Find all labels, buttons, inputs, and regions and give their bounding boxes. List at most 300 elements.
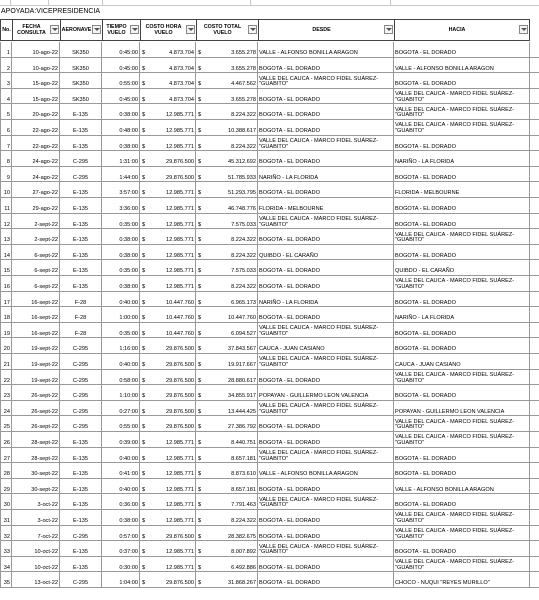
cell-tiempo[interactable]: [102, 354, 140, 370]
cell-no[interactable]: [0, 370, 12, 386]
cell-no[interactable]: [0, 323, 12, 339]
cell-fecha[interactable]: [12, 104, 60, 120]
cell-fecha[interactable]: [12, 416, 60, 432]
cell-hacia[interactable]: [394, 541, 530, 557]
cell-hacia[interactable]: [394, 479, 530, 495]
filter-dropdown-icon[interactable]: [384, 25, 393, 34]
cell-hacia[interactable]: [394, 245, 530, 261]
cell-costo-total[interactable]: [196, 198, 258, 214]
cell-desde[interactable]: [258, 463, 394, 479]
cell-no[interactable]: [0, 58, 12, 74]
cell-tiempo[interactable]: [102, 432, 140, 448]
cell-aeronave[interactable]: [60, 338, 102, 354]
cell-aeronave[interactable]: [60, 307, 102, 323]
cell-tiempo[interactable]: [102, 338, 140, 354]
cell-costo-hora[interactable]: [140, 401, 196, 417]
cell-tiempo[interactable]: [102, 526, 140, 542]
cell-costo-hora[interactable]: [140, 338, 196, 354]
cell-desde[interactable]: [258, 292, 394, 308]
cell-fecha[interactable]: [12, 354, 60, 370]
cell-aeronave[interactable]: [60, 510, 102, 526]
cell-fecha[interactable]: [12, 572, 60, 588]
cell-desde[interactable]: [258, 42, 394, 58]
cell-desde[interactable]: [258, 73, 394, 89]
cell-value: 5: [6, 112, 10, 119]
cell-hacia[interactable]: [394, 292, 530, 308]
cell-hacia[interactable]: [394, 167, 530, 183]
cell-costo-total[interactable]: [196, 245, 258, 261]
cell-tiempo[interactable]: [102, 58, 140, 74]
cell-no[interactable]: [0, 42, 12, 58]
cell-aeronave[interactable]: [60, 494, 102, 510]
cell-hacia[interactable]: [394, 198, 530, 214]
cell-desde[interactable]: [258, 572, 394, 588]
cell-desde[interactable]: [258, 198, 394, 214]
cell-costo-hora[interactable]: [140, 385, 196, 401]
cell-costo-total[interactable]: [196, 292, 258, 308]
cell-desde[interactable]: [258, 479, 394, 495]
cell-desde[interactable]: [258, 432, 394, 448]
filter-dropdown-icon[interactable]: [92, 25, 101, 34]
cell-tiempo[interactable]: [102, 42, 140, 58]
cell-no[interactable]: [0, 557, 12, 573]
cell-aeronave[interactable]: [60, 416, 102, 432]
cell-costo-hora[interactable]: [140, 448, 196, 464]
cell-desde[interactable]: [258, 385, 394, 401]
cell-hacia[interactable]: [394, 416, 530, 432]
cell-tiempo[interactable]: [102, 463, 140, 479]
cell-fecha[interactable]: [12, 526, 60, 542]
cell-no[interactable]: [0, 354, 12, 370]
cell-no[interactable]: [0, 448, 12, 464]
cell-fecha[interactable]: [12, 120, 60, 136]
cell-tiempo[interactable]: [102, 214, 140, 230]
cell-costo-hora[interactable]: [140, 370, 196, 386]
cell-aeronave[interactable]: [60, 432, 102, 448]
cell-fecha[interactable]: [12, 385, 60, 401]
cell-costo-hora[interactable]: [140, 292, 196, 308]
cell-tiempo[interactable]: [102, 104, 140, 120]
cell-fecha[interactable]: [12, 198, 60, 214]
cell-tiempo[interactable]: [102, 245, 140, 261]
cell-aeronave[interactable]: [60, 323, 102, 339]
cell-hacia[interactable]: [394, 182, 530, 198]
cell-hacia[interactable]: [394, 136, 530, 152]
cell-costo-total[interactable]: [196, 354, 258, 370]
cell-aeronave[interactable]: [60, 120, 102, 136]
cell-value: 14: [3, 252, 10, 259]
filter-dropdown-icon[interactable]: [519, 25, 528, 34]
cell-desde[interactable]: [258, 448, 394, 464]
cell-fecha[interactable]: [12, 42, 60, 58]
cell-desde[interactable]: [258, 58, 394, 74]
cell-tiempo[interactable]: [102, 198, 140, 214]
cell-hacia[interactable]: [394, 323, 530, 339]
table-row: [0, 541, 539, 557]
cell-costo-hora[interactable]: [140, 479, 196, 495]
cell-no[interactable]: [0, 167, 12, 183]
cell-tiempo[interactable]: [102, 89, 140, 105]
table-row: [0, 572, 539, 588]
cell-costo-hora[interactable]: [140, 526, 196, 542]
cell-costo-hora[interactable]: [140, 104, 196, 120]
cell-hacia[interactable]: [394, 276, 530, 292]
filter-dropdown-icon[interactable]: [50, 25, 59, 34]
cell-desde[interactable]: [258, 245, 394, 261]
cell-costo-total[interactable]: [196, 151, 258, 167]
cell-no[interactable]: [0, 276, 12, 292]
cell-tiempo[interactable]: [102, 167, 140, 183]
cell-no[interactable]: [0, 416, 12, 432]
cell-no[interactable]: [0, 541, 12, 557]
cell-aeronave[interactable]: [60, 401, 102, 417]
cell-costo-hora[interactable]: [140, 354, 196, 370]
cell-costo-hora[interactable]: [140, 182, 196, 198]
cell-costo-hora[interactable]: [140, 463, 196, 479]
cell-no[interactable]: [0, 73, 12, 89]
cell-tiempo[interactable]: [102, 229, 140, 245]
cell-costo-total[interactable]: [196, 448, 258, 464]
cell-value: 29.876.500: [166, 580, 194, 587]
cell-fecha[interactable]: [12, 494, 60, 510]
cell-no[interactable]: [0, 120, 12, 136]
cell-hacia[interactable]: [394, 510, 530, 526]
cell-costo-total[interactable]: [196, 494, 258, 510]
cell-tiempo[interactable]: [102, 541, 140, 557]
cell-tiempo[interactable]: [102, 416, 140, 432]
cell-aeronave[interactable]: [60, 479, 102, 495]
cell-costo-total[interactable]: [196, 89, 258, 105]
cell-fecha[interactable]: [12, 557, 60, 573]
cell-fecha[interactable]: [12, 73, 60, 89]
cell-costo-total[interactable]: [196, 214, 258, 230]
cell-no[interactable]: [0, 463, 12, 479]
cell-costo-total[interactable]: [196, 401, 258, 417]
cell-costo-hora[interactable]: [140, 58, 196, 74]
cell-hacia[interactable]: [394, 104, 530, 120]
cell-costo-total[interactable]: [196, 463, 258, 479]
cell-tiempo[interactable]: [102, 307, 140, 323]
cell-costo-hora[interactable]: [140, 136, 196, 152]
cell-costo-total[interactable]: [196, 276, 258, 292]
cell-hacia[interactable]: [394, 526, 530, 542]
cell-desde[interactable]: [258, 541, 394, 557]
cell-costo-total[interactable]: [196, 120, 258, 136]
cell-hacia[interactable]: [394, 214, 530, 230]
cell-aeronave[interactable]: [60, 557, 102, 573]
cell-fecha[interactable]: [12, 479, 60, 495]
cell-desde[interactable]: [258, 214, 394, 230]
cell-costo-hora[interactable]: [140, 572, 196, 588]
cell-costo-total[interactable]: [196, 58, 258, 74]
cell-costo-hora[interactable]: [140, 276, 196, 292]
cell-fecha[interactable]: [12, 401, 60, 417]
cell-costo-total[interactable]: [196, 136, 258, 152]
cell-desde[interactable]: [258, 494, 394, 510]
cell-aeronave[interactable]: [60, 198, 102, 214]
cell-costo-hora[interactable]: [140, 557, 196, 573]
cell-no[interactable]: [0, 479, 12, 495]
cell-hacia[interactable]: [394, 572, 530, 588]
cell-fecha[interactable]: [12, 214, 60, 230]
cell-desde[interactable]: [258, 370, 394, 386]
cell-aeronave[interactable]: [60, 58, 102, 74]
cell-aeronave[interactable]: [60, 104, 102, 120]
cell-value: E-135: [73, 112, 88, 119]
cell-fecha[interactable]: [12, 338, 60, 354]
cell-fecha[interactable]: [12, 229, 60, 245]
cell-costo-hora[interactable]: [140, 307, 196, 323]
cell-fecha[interactable]: [12, 541, 60, 557]
cell-desde[interactable]: [258, 260, 394, 276]
cell-desde[interactable]: [258, 89, 394, 105]
filter-dropdown-icon[interactable]: [186, 25, 195, 34]
cell-aeronave[interactable]: [60, 214, 102, 230]
currency-symbol: $: [142, 174, 146, 181]
cell-hacia[interactable]: [394, 307, 530, 323]
filter-dropdown-icon[interactable]: [248, 25, 257, 34]
cell-no[interactable]: [0, 245, 12, 261]
cell-aeronave[interactable]: [60, 136, 102, 152]
cell-costo-total[interactable]: [196, 42, 258, 58]
cell-no[interactable]: [0, 572, 12, 588]
cell-aeronave[interactable]: [60, 167, 102, 183]
cell-aeronave[interactable]: [60, 292, 102, 308]
cell-no[interactable]: [0, 510, 12, 526]
cell-costo-hora[interactable]: [140, 120, 196, 136]
cell-desde[interactable]: [258, 526, 394, 542]
cell-fecha[interactable]: [12, 510, 60, 526]
cell-costo-total[interactable]: [196, 370, 258, 386]
cell-no[interactable]: [0, 104, 12, 120]
cell-aeronave[interactable]: [60, 229, 102, 245]
cell-no[interactable]: [0, 229, 12, 245]
cell-costo-hora[interactable]: [140, 151, 196, 167]
cell-tiempo[interactable]: [102, 323, 140, 339]
cell-desde[interactable]: [258, 416, 394, 432]
cell-tiempo[interactable]: [102, 479, 140, 495]
cell-costo-total[interactable]: [196, 526, 258, 542]
cell-hacia[interactable]: [394, 151, 530, 167]
cell-aeronave[interactable]: [60, 89, 102, 105]
cell-costo-hora[interactable]: [140, 494, 196, 510]
cell-tiempo[interactable]: [102, 120, 140, 136]
cell-no[interactable]: [0, 292, 12, 308]
cell-fecha[interactable]: [12, 307, 60, 323]
cell-costo-total[interactable]: [196, 73, 258, 89]
cell-fecha[interactable]: [12, 370, 60, 386]
currency-symbol: $: [142, 408, 146, 415]
cell-costo-total[interactable]: [196, 510, 258, 526]
cell-aeronave[interactable]: [60, 572, 102, 588]
cell-no[interactable]: [0, 401, 12, 417]
cell-no[interactable]: [0, 307, 12, 323]
cell-fecha[interactable]: [12, 292, 60, 308]
cell-costo-hora[interactable]: [140, 214, 196, 230]
cell-no[interactable]: [0, 151, 12, 167]
cell-value: 0:39:00: [119, 440, 138, 446]
cell-fecha[interactable]: [12, 463, 60, 479]
cell-costo-hora[interactable]: [140, 416, 196, 432]
cell-tiempo[interactable]: [102, 448, 140, 464]
cell-fecha[interactable]: [12, 182, 60, 198]
cell-desde[interactable]: [258, 120, 394, 136]
cell-costo-total[interactable]: [196, 104, 258, 120]
cell-tiempo[interactable]: [102, 136, 140, 152]
cell-no[interactable]: [0, 214, 12, 230]
cell-costo-total[interactable]: [196, 167, 258, 183]
cell-aeronave[interactable]: [60, 448, 102, 464]
cell-costo-hora[interactable]: [140, 167, 196, 183]
cell-fecha[interactable]: [12, 89, 60, 105]
cell-hacia[interactable]: [394, 494, 530, 510]
cell-fecha[interactable]: [12, 167, 60, 183]
cell-hacia[interactable]: [394, 89, 530, 105]
cell-fecha[interactable]: [12, 151, 60, 167]
cell-costo-total[interactable]: [196, 338, 258, 354]
cell-fecha[interactable]: [12, 136, 60, 152]
cell-aeronave[interactable]: [60, 276, 102, 292]
cell-costo-total[interactable]: [196, 416, 258, 432]
cell-aeronave[interactable]: [60, 42, 102, 58]
cell-hacia[interactable]: [394, 385, 530, 401]
cell-costo-hora[interactable]: [140, 89, 196, 105]
cell-hacia[interactable]: [394, 42, 530, 58]
cell-hacia[interactable]: [394, 260, 530, 276]
cell-costo-hora[interactable]: [140, 432, 196, 448]
cell-costo-hora[interactable]: [140, 198, 196, 214]
cell-tiempo[interactable]: [102, 151, 140, 167]
cell-costo-total[interactable]: [196, 182, 258, 198]
cell-costo-hora[interactable]: [140, 510, 196, 526]
cell-tiempo[interactable]: [102, 276, 140, 292]
cell-tiempo[interactable]: [102, 572, 140, 588]
cell-no[interactable]: [0, 385, 12, 401]
cell-costo-total[interactable]: [196, 557, 258, 573]
cell-costo-total[interactable]: [196, 260, 258, 276]
cell-aeronave[interactable]: [60, 370, 102, 386]
cell-hacia[interactable]: [394, 432, 530, 448]
cell-aeronave[interactable]: [60, 151, 102, 167]
cell-aeronave[interactable]: [60, 182, 102, 198]
cell-no[interactable]: [0, 182, 12, 198]
cell-fecha[interactable]: [12, 260, 60, 276]
cell-fecha[interactable]: [12, 276, 60, 292]
cell-aeronave[interactable]: [60, 385, 102, 401]
cell-desde[interactable]: [258, 323, 394, 339]
cell-value: VALLE DEL CAUCA - MARCO FIDEL SUÁREZ- "GUABITO": [259, 325, 379, 337]
cell-aeronave[interactable]: [60, 526, 102, 542]
cell-no[interactable]: [0, 526, 12, 542]
cell-costo-hora[interactable]: [140, 260, 196, 276]
cell-fecha[interactable]: [12, 245, 60, 261]
cell-fecha[interactable]: [12, 58, 60, 74]
cell-desde[interactable]: [258, 307, 394, 323]
cell-costo-hora[interactable]: [140, 541, 196, 557]
cell-tiempo[interactable]: [102, 494, 140, 510]
cell-tiempo[interactable]: [102, 73, 140, 89]
cell-hacia[interactable]: [394, 58, 530, 74]
cell-hacia[interactable]: [394, 463, 530, 479]
cell-desde[interactable]: [258, 276, 394, 292]
cell-costo-hora[interactable]: [140, 73, 196, 89]
cell-hacia[interactable]: [394, 73, 530, 89]
cell-value: BOGOTA - EL DORADO: [259, 190, 320, 197]
cell-aeronave[interactable]: [60, 541, 102, 557]
cell-hacia[interactable]: [394, 338, 530, 354]
cell-costo-total[interactable]: [196, 479, 258, 495]
cell-costo-total[interactable]: [196, 541, 258, 557]
cell-desde[interactable]: [258, 151, 394, 167]
cell-fecha[interactable]: [12, 432, 60, 448]
cell-tiempo[interactable]: [102, 292, 140, 308]
cell-fecha[interactable]: [12, 448, 60, 464]
cell-hacia[interactable]: [394, 557, 530, 573]
cell-hacia[interactable]: [394, 354, 530, 370]
cell-no[interactable]: [0, 432, 12, 448]
cell-costo-hora[interactable]: [140, 245, 196, 261]
cell-tiempo[interactable]: [102, 182, 140, 198]
cell-aeronave[interactable]: [60, 260, 102, 276]
cell-fecha[interactable]: [12, 323, 60, 339]
cell-value: 7: [6, 143, 10, 150]
cell-aeronave[interactable]: [60, 73, 102, 89]
cell-hacia[interactable]: [394, 120, 530, 136]
cell-hacia[interactable]: [394, 448, 530, 464]
cell-costo-total[interactable]: [196, 572, 258, 588]
cell-no[interactable]: [0, 89, 12, 105]
cell-desde[interactable]: [258, 401, 394, 417]
filter-dropdown-icon[interactable]: [130, 25, 139, 34]
cell-desde[interactable]: [258, 182, 394, 198]
cell-value: 12.985.771: [166, 112, 194, 119]
cell-costo-hora[interactable]: [140, 323, 196, 339]
cell-tiempo[interactable]: [102, 370, 140, 386]
cell-aeronave[interactable]: [60, 354, 102, 370]
cell-no[interactable]: [0, 338, 12, 354]
cell-no[interactable]: [0, 136, 12, 152]
cell-tiempo[interactable]: [102, 260, 140, 276]
cell-no[interactable]: [0, 260, 12, 276]
cell-desde[interactable]: [258, 338, 394, 354]
cell-costo-hora[interactable]: [140, 229, 196, 245]
cell-costo-total[interactable]: [196, 385, 258, 401]
cell-hacia[interactable]: [394, 370, 530, 386]
cell-desde[interactable]: [258, 104, 394, 120]
cell-costo-hora[interactable]: [140, 42, 196, 58]
cell-no[interactable]: [0, 198, 12, 214]
cell-tiempo[interactable]: [102, 510, 140, 526]
cell-hacia[interactable]: [394, 229, 530, 245]
cell-no[interactable]: [0, 494, 12, 510]
cell-hacia[interactable]: [394, 401, 530, 417]
cell-aeronave[interactable]: [60, 463, 102, 479]
cell-desde[interactable]: [258, 136, 394, 152]
cell-tiempo[interactable]: [102, 557, 140, 573]
cell-desde[interactable]: [258, 354, 394, 370]
cell-costo-total[interactable]: [196, 323, 258, 339]
cell-tiempo[interactable]: [102, 385, 140, 401]
cell-desde[interactable]: [258, 167, 394, 183]
cell-costo-total[interactable]: [196, 307, 258, 323]
cell-costo-total[interactable]: [196, 229, 258, 245]
cell-desde[interactable]: [258, 510, 394, 526]
cell-costo-total[interactable]: [196, 432, 258, 448]
cell-desde[interactable]: [258, 229, 394, 245]
cell-desde[interactable]: [258, 557, 394, 573]
cell-aeronave[interactable]: [60, 245, 102, 261]
cell-tiempo[interactable]: [102, 401, 140, 417]
